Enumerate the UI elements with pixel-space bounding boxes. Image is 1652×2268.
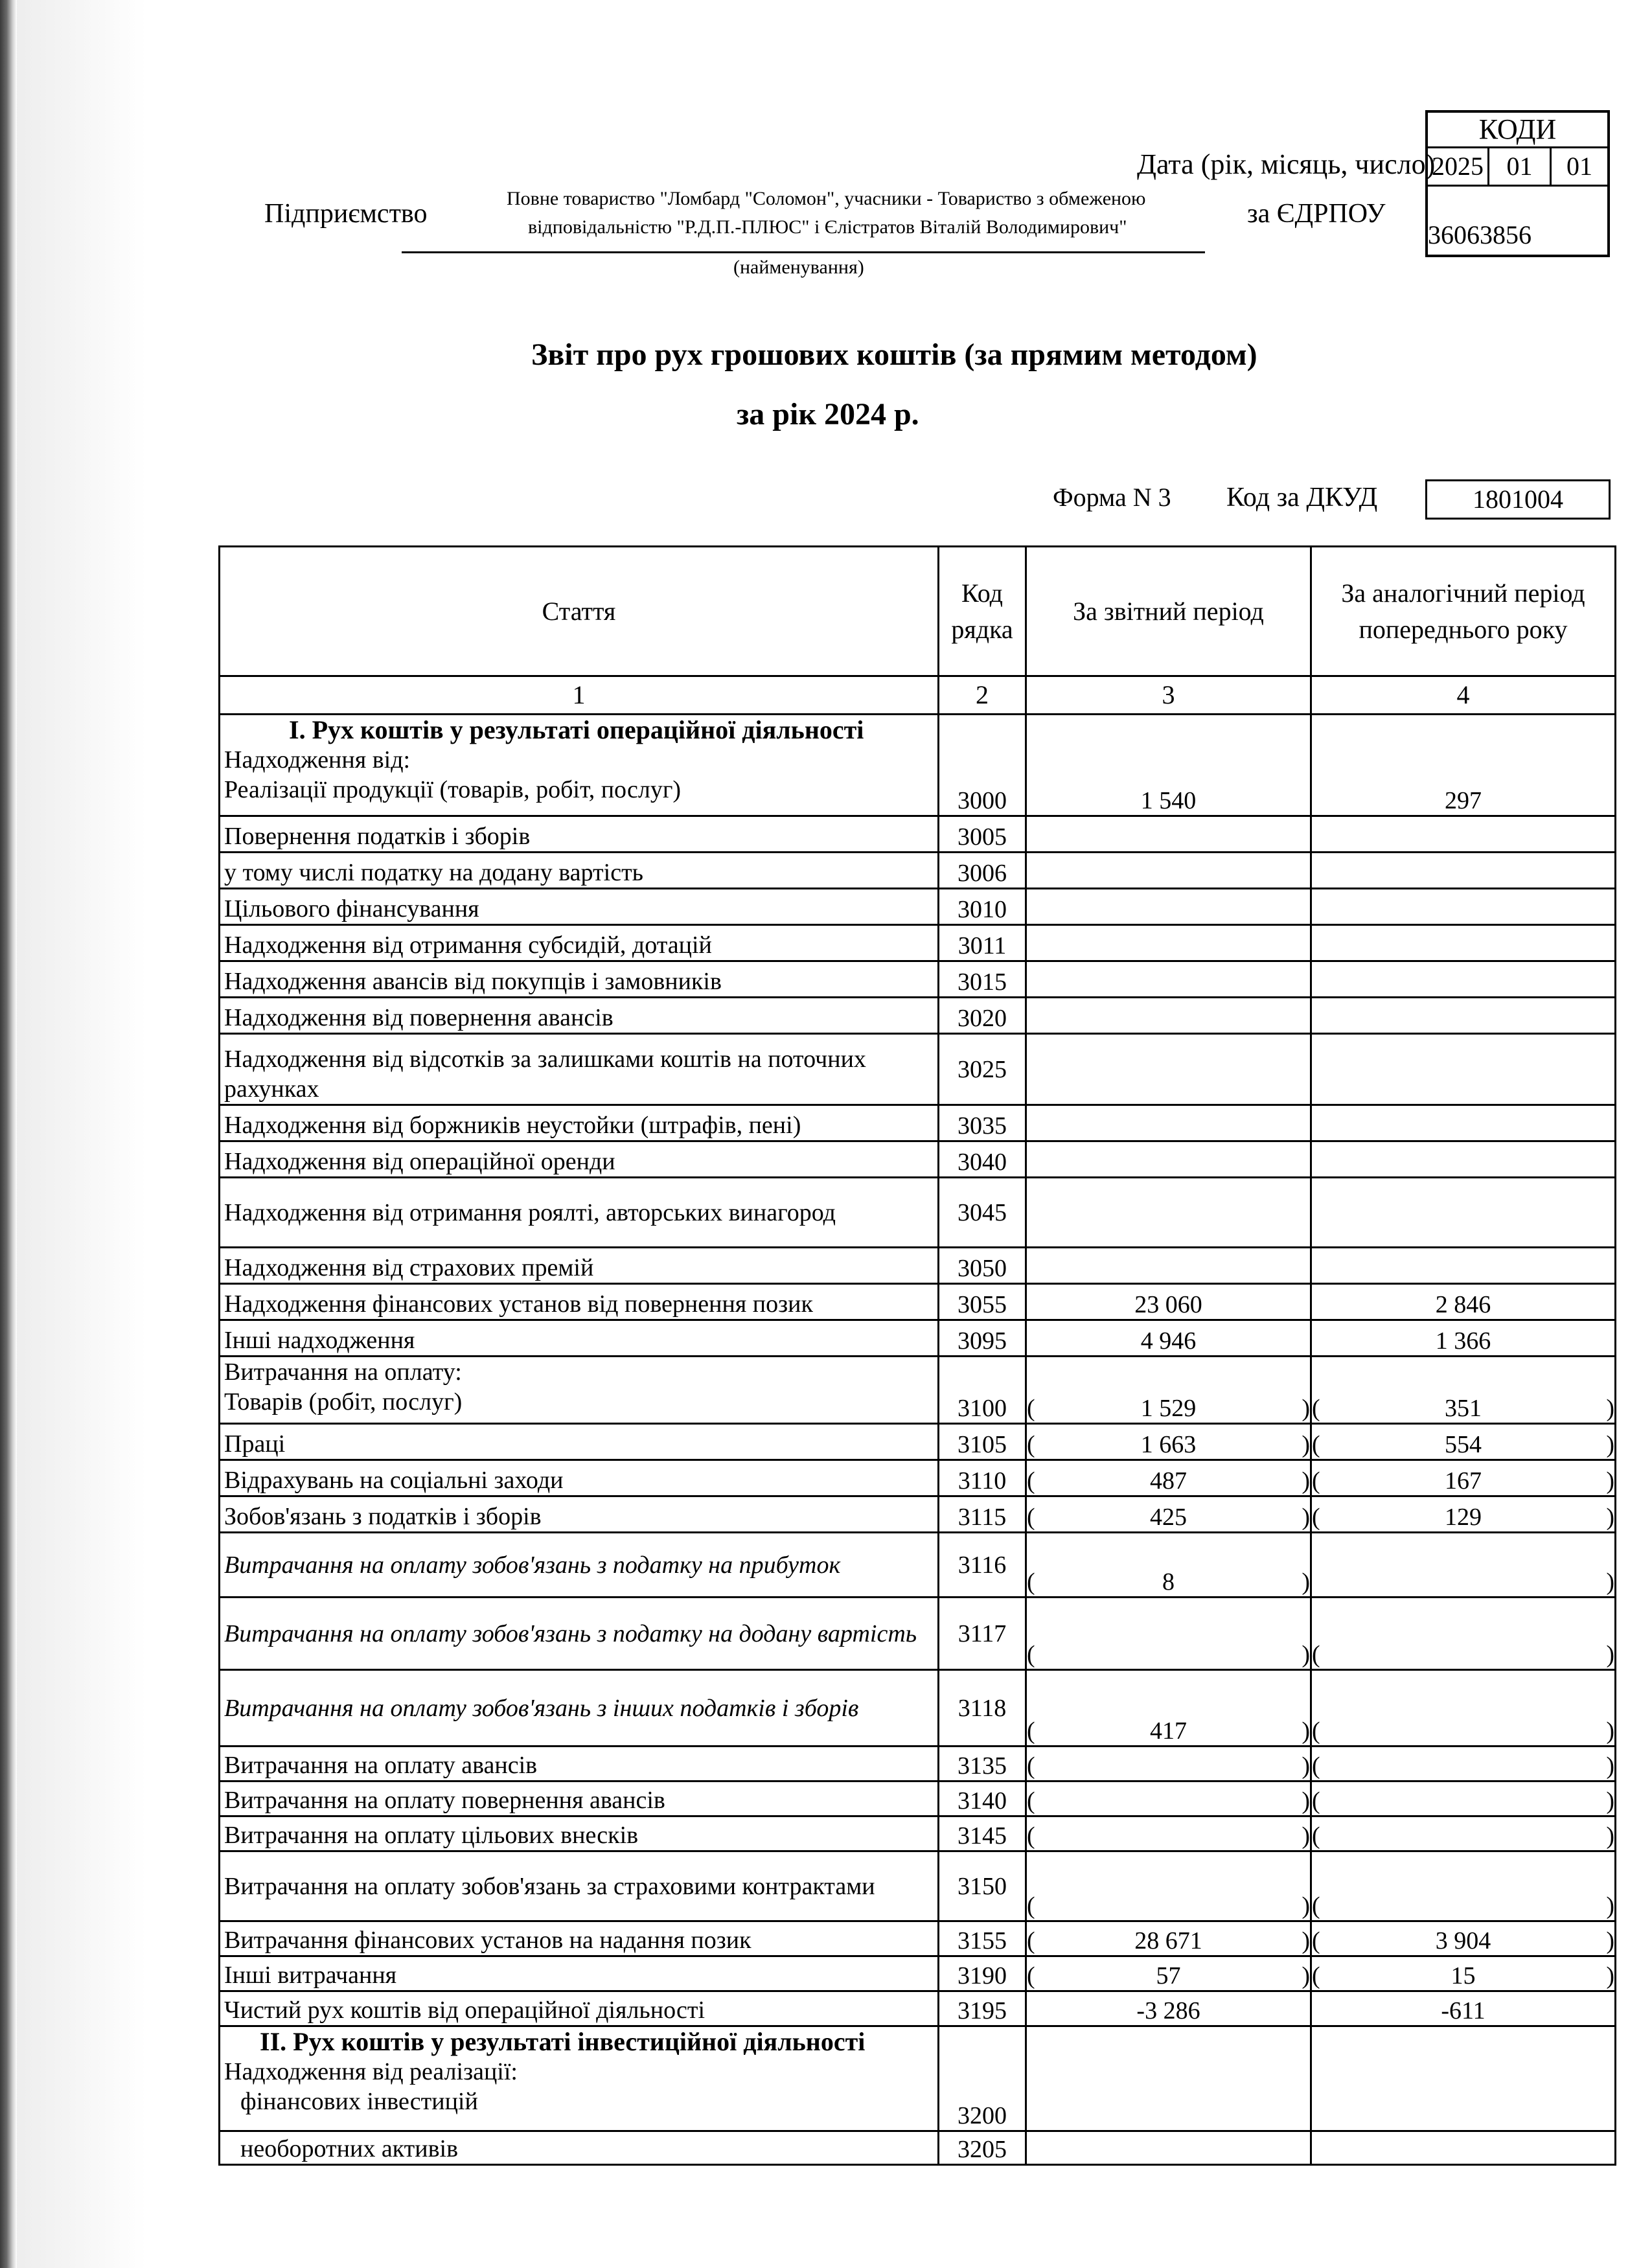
- row-code: 3145: [939, 1816, 1026, 1851]
- date-label: Дата (рік, місяць, число): [1137, 148, 1436, 180]
- codes-title: КОДИ: [1428, 113, 1607, 148]
- scan-edge: [0, 0, 17, 2268]
- row-name: Надходження від операційної оренди: [220, 1141, 939, 1178]
- row-name: у тому числі податку на додану вартість: [220, 853, 939, 889]
- cash-flow-table: [218, 545, 1616, 2166]
- dkud-label: Код за ДКУД: [1226, 483, 1378, 512]
- row-current: 57: [1156, 1962, 1181, 1989]
- table-row: [220, 1357, 1616, 1424]
- row-name: Витрачання на оплату авансів: [220, 1747, 939, 1781]
- row-previous: 3 904: [1435, 1927, 1491, 1954]
- col-num-2: 2: [939, 676, 1026, 715]
- header-code: Код рядка: [939, 547, 1026, 676]
- table-row: Витрачання на оплату повернення авансів 3140 ( ) ( ): [220, 1781, 1616, 1816]
- col-num-3: 3: [1026, 676, 1311, 715]
- row-current: 425: [1150, 1504, 1187, 1531]
- enterprise-label: Підприємство: [264, 199, 428, 229]
- row-code: 3010: [939, 889, 1026, 925]
- row-previous: 15: [1451, 1962, 1476, 1989]
- row-name: Товарів (робіт, послуг): [224, 1388, 463, 1415]
- row-previous: 297: [1311, 715, 1616, 816]
- row-previous: 129: [1445, 1504, 1482, 1531]
- row-name: Витрачання на оплату зобов'язань з податку на додану вартість: [220, 1598, 939, 1670]
- row-code: 3118: [939, 1670, 1026, 1747]
- table-row: Витрачання на оплату авансів 3135 ( ) ( ): [220, 1747, 1616, 1781]
- spending-label: Витрачання на оплату:: [224, 1358, 462, 1386]
- row-current: 1 540: [1026, 715, 1311, 816]
- row-code: 3045: [939, 1178, 1026, 1248]
- row-name: Надходження від отримання субсидій, дотацій: [220, 925, 939, 961]
- row-code: 3115: [939, 1496, 1026, 1533]
- table-row: [220, 1141, 1616, 1178]
- row-current: 1 529: [1140, 1395, 1197, 1422]
- row-current-cell: ( 1 529 ): [1026, 1357, 1311, 1424]
- edrpou-value: 36063856: [1428, 220, 1532, 249]
- row-name: Надходження авансів від покупців і замовників: [220, 961, 939, 998]
- table-row: [220, 889, 1616, 925]
- row-name: Реалізації продукції (товарів, робіт, послуг): [224, 776, 682, 803]
- table-row: Витрачання на оплату зобов'язань за страховими контрактами 3150 ( ) ( ): [220, 1851, 1616, 1921]
- row-name: Надходження від відсотків за залишками коштів на поточних рахунках: [220, 1034, 939, 1105]
- name-caption: (найменування): [733, 257, 864, 278]
- row-name: Надходження від отримання роялті, авторських винагород: [220, 1178, 939, 1248]
- table-row: Праці 3105 ( 1 663 ) ( 554 ): [220, 1424, 1616, 1460]
- row-previous: 167: [1445, 1467, 1482, 1495]
- table-row: [220, 1178, 1616, 1248]
- header-previous: За аналогічний період попереднього року: [1311, 547, 1616, 676]
- codes-box: [1425, 110, 1610, 257]
- row-code: 3116: [939, 1533, 1026, 1598]
- enterprise-name-line1: Повне товариство "Ломбард "Соломон", учасники - Товариство з обмеженою: [507, 188, 1146, 209]
- header-current: За звітний період: [1026, 547, 1311, 676]
- row-previous: -611: [1311, 1991, 1616, 2026]
- row-name: необоротних активів: [220, 2131, 939, 2165]
- report-title: Звіт про рух грошових коштів (за прямим методом): [531, 338, 1257, 372]
- row-name: Відрахувань на соціальні заходи: [220, 1460, 939, 1496]
- row-code: 3110: [939, 1460, 1026, 1496]
- row-current: 4 946: [1026, 1320, 1311, 1357]
- row-name: Витрачання на оплату зобов'язань з податку на прибуток: [220, 1533, 939, 1598]
- table-row: [220, 1248, 1616, 1284]
- sales-label: Надходження від реалізації:: [224, 2058, 518, 2085]
- enterprise-name-line2: відповідальністю "Р.Д.П.-ПЛЮС" і Єлістратов Віталій Володимирович": [528, 216, 1127, 238]
- row-code: 3150: [939, 1851, 1026, 1921]
- row-name: Витрачання на оплату цільових внесків: [220, 1816, 939, 1851]
- row-code: 3000: [939, 715, 1026, 816]
- row-name: Витрачання на оплату зобов'язань з інших податків і зборів: [220, 1670, 939, 1747]
- row-current: 487: [1150, 1467, 1187, 1495]
- row-code: 3006: [939, 853, 1026, 889]
- table-row: [220, 1991, 1616, 2026]
- table-row: [220, 1105, 1616, 1141]
- row-code: 3155: [939, 1921, 1026, 1956]
- table-row: Витрачання на оплату цільових внесків 3145 ( ) ( ): [220, 1816, 1616, 1851]
- dkud-value: 1801004: [1425, 479, 1611, 520]
- edrpou-label: за ЄДРПОУ: [1247, 199, 1386, 229]
- section2-title: II. Рух коштів у результаті інвестиційної діяльності: [260, 2027, 866, 2056]
- table-row: [220, 2131, 1616, 2165]
- row-name: Надходження фінансових установ від повернення позик: [220, 1284, 939, 1320]
- table-row: Витрачання на оплату зобов'язань з податку на додану вартість 3117 ( ) ( ): [220, 1598, 1616, 1670]
- row-code: 3015: [939, 961, 1026, 998]
- scan-shadow: [17, 0, 146, 2268]
- row-code: 3025: [939, 1034, 1026, 1105]
- row-code: 3095: [939, 1320, 1026, 1357]
- row-name: Цільового фінансування: [220, 889, 939, 925]
- row-name: Праці: [220, 1424, 939, 1460]
- row-code: 3135: [939, 1747, 1026, 1781]
- row-current: -3 286: [1026, 1991, 1311, 2026]
- date-month: 01: [1489, 148, 1552, 185]
- row-code: 3195: [939, 1991, 1026, 2026]
- table-row: [220, 1034, 1616, 1105]
- row-name: Витрачання фінансових установ на надання позик: [220, 1921, 939, 1956]
- row-name: Чистий рух коштів від операційної діяльності: [220, 1991, 939, 2026]
- table-row: Витрачання на оплату зобов'язань з податку на прибуток 3116 ( 8 ) ): [220, 1533, 1616, 1598]
- row-current: 28 671: [1134, 1927, 1202, 1954]
- row-code: 3035: [939, 1105, 1026, 1141]
- row-code: 3005: [939, 816, 1026, 853]
- table-row: [220, 1284, 1616, 1320]
- row-previous: 2 846: [1311, 1284, 1616, 1320]
- report-period: за рік 2024 р.: [737, 397, 919, 431]
- col-num-4: 4: [1311, 676, 1616, 715]
- row-code: 3190: [939, 1956, 1026, 1991]
- table-row: [220, 925, 1616, 961]
- row-code: 3200: [939, 2026, 1026, 2131]
- table-row: Інші витрачання 3190 ( 57 ) ( 15 ): [220, 1956, 1616, 1991]
- table-row: [220, 816, 1616, 853]
- row-code: 3105: [939, 1424, 1026, 1460]
- row-current: 8: [1162, 1568, 1175, 1596]
- row-current: 417: [1150, 1717, 1187, 1745]
- form-label: Форма N 3: [1053, 483, 1171, 512]
- col-num-1: 1: [220, 676, 939, 715]
- row-previous: 554: [1445, 1431, 1482, 1458]
- row-code: 3055: [939, 1284, 1026, 1320]
- table-row: Витрачання фінансових установ на надання позик 3155 ( 28 671 ) ( 3 904 ): [220, 1921, 1616, 1956]
- row-code: 3100: [939, 1357, 1026, 1424]
- row-code: 3011: [939, 925, 1026, 961]
- table-row: [220, 2026, 1616, 2131]
- table-header-row: [220, 547, 1616, 676]
- table-row: Відрахувань на соціальні заходи 3110 ( 487 ) ( 167 ): [220, 1460, 1616, 1496]
- receipts-label: Надходження від:: [224, 746, 411, 773]
- table-row: [220, 961, 1616, 998]
- row-code: 3040: [939, 1141, 1026, 1178]
- row-name: Надходження від боржників неустойки (штрафів, пені): [220, 1105, 939, 1141]
- table-row: [220, 853, 1616, 889]
- row-current: 23 060: [1026, 1284, 1311, 1320]
- row-name: Надходження від страхових премій: [220, 1248, 939, 1284]
- date-codes-row: [1428, 148, 1607, 187]
- table-number-row: [220, 676, 1616, 715]
- row-name: Витрачання на оплату зобов'язань за страховими контрактами: [220, 1851, 939, 1921]
- date-year: 2025: [1428, 148, 1489, 185]
- row-name: Витрачання на оплату повернення авансів: [220, 1781, 939, 1816]
- table-row: Зобов'язань з податків і зборів 3115 ( 425 ) ( 129 ): [220, 1496, 1616, 1533]
- row-code: 3140: [939, 1781, 1026, 1816]
- table-row: [220, 715, 1616, 816]
- row-previous: 1 366: [1311, 1320, 1616, 1357]
- row-code: 3117: [939, 1598, 1026, 1670]
- row-current: 1 663: [1140, 1431, 1197, 1458]
- date-day: 01: [1566, 152, 1592, 181]
- table-row: Витрачання на оплату зобов'язань з інших податків і зборів 3118 ( 417 ) ( ): [220, 1670, 1616, 1747]
- row-name: фінансових інвестицій: [240, 2088, 478, 2115]
- section1-title: I. Рух коштів у результаті операційної діяльності: [289, 715, 864, 744]
- row-name: Інші надходження: [220, 1320, 939, 1357]
- row-code: 3205: [939, 2131, 1026, 2165]
- row-previous-cell: ( 351 ): [1311, 1357, 1616, 1424]
- row-name: Зобов'язань з податків і зборів: [220, 1496, 939, 1533]
- table-row: [220, 998, 1616, 1034]
- row-name: Інші витрачання: [220, 1956, 939, 1991]
- row-name: Повернення податків і зборів: [220, 816, 939, 853]
- table-row: [220, 1320, 1616, 1357]
- row-previous: 351: [1445, 1395, 1482, 1422]
- enterprise-underline: [402, 251, 1205, 253]
- row-name: Надходження від повернення авансів: [220, 998, 939, 1034]
- header-article: Стаття: [220, 547, 939, 676]
- row-code: 3020: [939, 998, 1026, 1034]
- row-code: 3050: [939, 1248, 1026, 1284]
